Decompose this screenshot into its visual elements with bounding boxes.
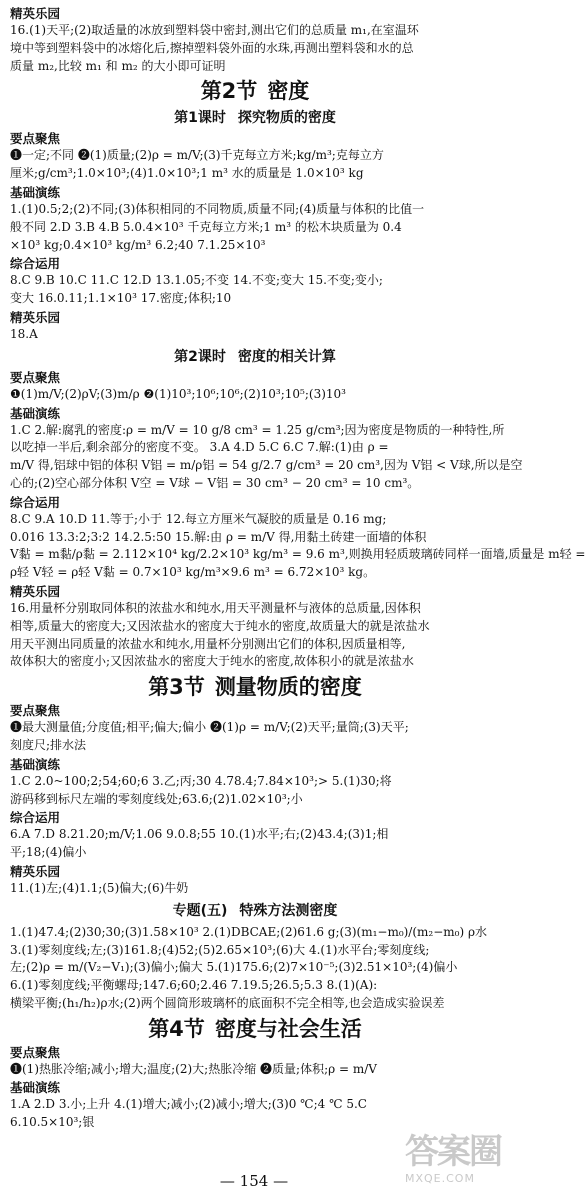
answer-line: 刻度尺;排水法 bbox=[10, 737, 87, 752]
answer-line: 境中等到塑料袋中的冰熔化后,擦掉塑料袋外面的水珠,再测出塑料袋和水的总 bbox=[10, 40, 414, 55]
section-heading-4 bbox=[10, 1015, 500, 1043]
answer-line: ×10³ kg;0.4×10³ kg/m³ 6.2;40 7.1.25×10³ bbox=[10, 237, 266, 252]
answer-line: 6.(1)零刻度线;平衡螺母;147.6;60;2.46 7.19.5;26.5;5.3 8.(1)(A): bbox=[10, 978, 378, 993]
lesson-heading-1 bbox=[10, 107, 500, 129]
answer-line: 18.A bbox=[10, 326, 38, 341]
section-label-yaodian: 要点聚焦 bbox=[10, 369, 61, 385]
section-number: 第3节 bbox=[148, 675, 205, 700]
lesson-heading-2 bbox=[10, 346, 500, 368]
lesson-title: 探究物质的密度 bbox=[237, 110, 336, 127]
answer-line: 用天平测出同质量的浓盐水和纯水,用量杯分别测出它们的体积,因质量相等, bbox=[10, 636, 406, 651]
section-label-yaodian: 要点聚焦 bbox=[10, 703, 61, 719]
answer-line: ❶一定;不同 ❷(1)质量;(2)ρ = m/V;(3)千克每立方米;kg/m³;克每立方 bbox=[10, 148, 384, 163]
answer-line: 故体积大的密度小;又因浓盐水的密度大于纯水的密度,故体积小的就是浓盐水 bbox=[10, 654, 414, 669]
topic-heading-5 bbox=[10, 900, 500, 922]
section-label-jichu: 基础演练 bbox=[10, 1080, 61, 1096]
answer-line: 0.016 13.3:2;3:2 14.2.5:50 15.解:由 ρ = m/V 得,用黏土砖建一面墙的体积 bbox=[10, 529, 427, 544]
answer-line: 1.A 2.D 3.小;上升 4.(1)增大;减小;(2)减小;增大;(3)0 ℃;4 ℃ 5.C bbox=[10, 1097, 367, 1112]
section-number: 第4节 bbox=[148, 1016, 205, 1041]
answer-line: 3.(1)零刻度线;左;(3)161.8;(4)52;(5)2.65×10³;(6)大 4.(1)水平台;零刻度线; bbox=[10, 942, 430, 957]
section-label-zonghe: 综合运用 bbox=[10, 810, 61, 826]
section-label-yaodian: 要点聚焦 bbox=[10, 1044, 61, 1060]
answer-line: 8.C 9.B 10.C 11.C 12.D 13.1.05;不变 14.不变;变大 15.不变;变小; bbox=[10, 273, 383, 288]
answer-line: ❶(1)热胀冷缩;减小;增大;温度;(2)大;热胀冷缩 ❷质量;体积;ρ = m/V bbox=[10, 1061, 377, 1076]
answer-line: V黏 = m黏/ρ黏 = 2.112×10⁴ kg/2.2×10³ kg/m³ = 9.6 m³,则换用轻质玻璃砖同样一面墙,质量是 m轻 = bbox=[10, 547, 586, 562]
section-label-jingying: 精英乐园 bbox=[10, 583, 61, 599]
topic-title: 特殊方法测密度 bbox=[239, 902, 338, 919]
lesson-number: 第2课时 bbox=[174, 348, 226, 365]
section-number: 第2节 bbox=[200, 79, 258, 104]
answer-line: 1.(1)0.5;2;(2)不同;(3)体积相同的不同物质,质量不同;(4)质量与体积的比值一 bbox=[10, 201, 425, 216]
answer-line: 变大 16.0.11;1.1×10³ 17.密度;体积;10 bbox=[10, 291, 232, 306]
section-title: 测量物质的密度 bbox=[214, 675, 362, 700]
section-label-jichu: 基础演练 bbox=[10, 405, 61, 421]
answer-line: 般不同 2.D 3.B 4.B 5.0.4×10³ 千克每立方米;1 m³ 的松木块质量为 0.4 bbox=[10, 219, 402, 234]
watermark-url: MXQE.COM bbox=[405, 1172, 475, 1185]
answer-line: 6.10.5×10³;银 bbox=[10, 1115, 95, 1130]
answer-line: ❶(1)m/V;(2)ρV;(3)m/ρ ❷(1)10³;10⁶;10⁶;(2)10³;10⁵;(3)10³ bbox=[10, 386, 346, 401]
answer-line: ❶最大测量值;分度值;相平;偏大;偏小 ❷(1)ρ = m/V;(2)天平;量筒;(3)天平; bbox=[10, 720, 409, 735]
answer-line: 16.(1)天平;(2)取适量的冰放到塑料袋中密封,测出它们的总质量 m₁,在室温环 bbox=[10, 23, 419, 37]
section-label-yaodian: 要点聚焦 bbox=[10, 131, 61, 147]
lesson-title: 密度的相关计算 bbox=[237, 348, 336, 365]
answer-line: 平;18;(4)偏小 bbox=[10, 845, 87, 860]
section-heading-3 bbox=[10, 673, 500, 701]
answer-line: 横梁平衡;(h₁/h₂)ρ水;(2)两个圆筒形玻璃杯的底面积不完全相等,也会造成实验误差 bbox=[10, 995, 445, 1010]
page-number: — 154 — bbox=[219, 1172, 289, 1190]
answer-line: 以吃掉一半后,剩余部分的密度不变。 3.A 4.D 5.C 6.C 7.解:(1)由 ρ = bbox=[10, 440, 389, 455]
answer-line: 左;(2)ρ = m/(V₂−V₁);(3)偏小;偏大 5.(1)175.6;(2)7×10⁻⁵;(3)2.51×10³;(4)偏小 bbox=[10, 960, 458, 975]
answer-line: 厘米;g/cm³;1.0×10³;(4)1.0×10³;1 m³ 水的质量是 1.0×10³ kg bbox=[10, 166, 364, 181]
section-title: 密度与社会生活 bbox=[214, 1016, 362, 1041]
answer-line: 1.(1)47.4;(2)30;30;(3)1.58×10³ 2.(1)DBCAE;(2)61.6 g;(3)(m₁−m₀)/(m₂−m₀) ρ水 bbox=[10, 924, 488, 939]
answer-line: 质量 m₂,比较 m₁ 和 m₂ 的大小即可证明 bbox=[10, 58, 226, 73]
answer-page bbox=[10, 4, 586, 1132]
section-label-jingying: 精英乐园 bbox=[10, 863, 61, 879]
watermark-text: 答案圈 bbox=[405, 1132, 501, 1172]
section-heading-2 bbox=[10, 77, 500, 105]
section-label-jichu: 基础演练 bbox=[10, 184, 61, 200]
lesson-number: 第1课时 bbox=[174, 110, 226, 127]
section-label-jingying: 精英乐园 bbox=[10, 6, 61, 21]
answer-line: 6.A 7.D 8.21.20;m/V;1.06 9.0.8;55 10.(1)水平;右;(2)43.4;(3)1;相 bbox=[10, 827, 389, 842]
answer-line: 11.(1)左;(4)1.1;(5)偏大;(6)牛奶 bbox=[10, 880, 189, 895]
answer-line: 心的;(2)空心部分体积 V空 = V球 − V铝 = 30 cm³ − 20 cm³ = 10 cm³。 bbox=[10, 475, 420, 490]
section-title: 密度 bbox=[267, 79, 310, 104]
section-label-jichu: 基础演练 bbox=[10, 756, 61, 772]
answer-line: 8.C 9.A 10.D 11.等于;小于 12.每立方厘米气凝胶的质量是 0.16 mg; bbox=[10, 511, 387, 526]
watermark-logo bbox=[405, 1132, 505, 1194]
section-label-zonghe: 综合运用 bbox=[10, 494, 61, 510]
answer-line: ρ轻 V轻 = ρ轻 V黏 = 0.7×10³ kg/m³×9.6 m³ = 6.72×10³ kg。 bbox=[10, 565, 376, 580]
answer-line: 16.用量杯分别取同体积的浓盐水和纯水,用天平测量杯与液体的总质量,因体积 bbox=[10, 600, 421, 615]
answer-line: 游码移到标尺左端的零刻度线处;63.6;(2)1.02×10³;小 bbox=[10, 791, 303, 806]
section-label-zonghe: 综合运用 bbox=[10, 256, 61, 272]
answer-line: m/V 得,铝球中铝的体积 V铝 = m/ρ铝 = 54 g/2.7 g/cm³ = 20 cm³,因为 V铝 < V球,所以是空 bbox=[10, 458, 523, 473]
topic-number: 专题(五) bbox=[172, 902, 228, 919]
section-label-jingying: 精英乐园 bbox=[10, 309, 61, 325]
answer-line: 1.C 2.解:腐乳的密度:ρ = m/V = 10 g/8 cm³ = 1.25 g/cm³;因为密度是物质的一种特性,所 bbox=[10, 422, 505, 437]
answer-line: 1.C 2.0~100;2;54;60;6 3.乙;丙;30 4.78.4;7.84×10³;> 5.(1)30;将 bbox=[10, 773, 392, 788]
answer-line: 相等,质量大的密度大;又因浓盐水的密度大于纯水的密度,故质量大的就是浓盐水 bbox=[10, 618, 430, 633]
